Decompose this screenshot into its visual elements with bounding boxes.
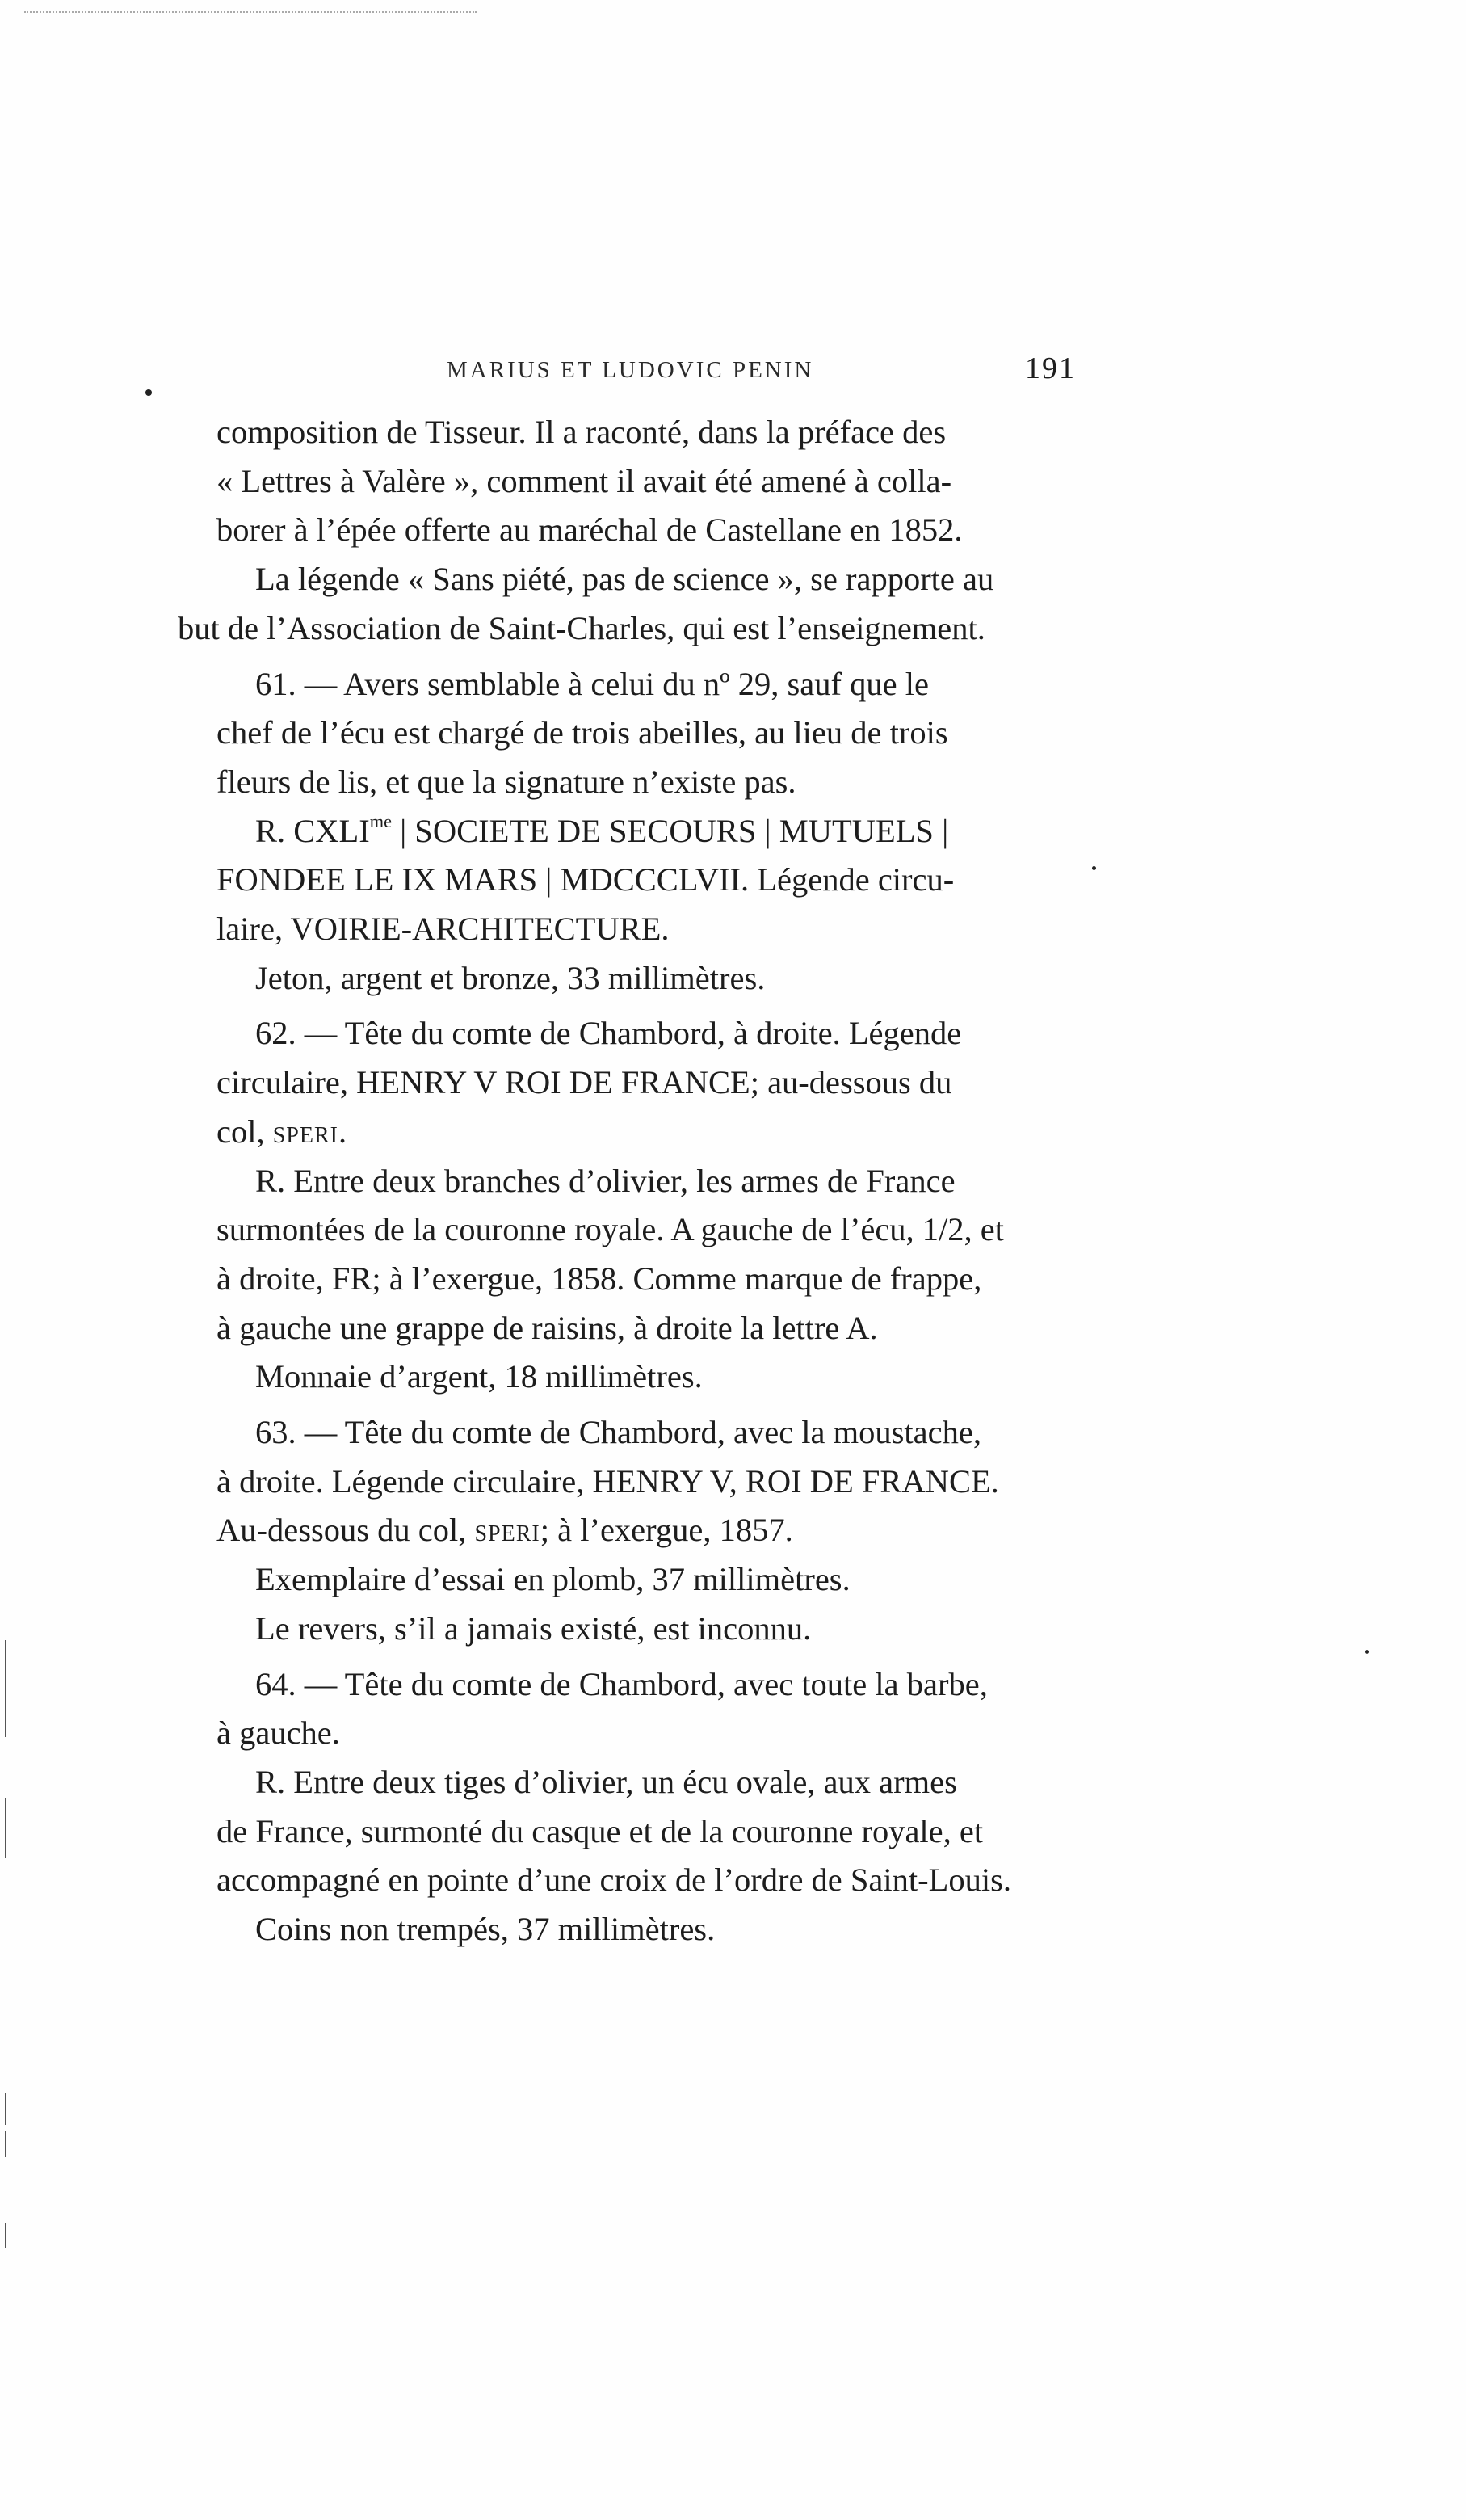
scan-top-edge-noise: [24, 11, 477, 15]
small-caps-text: speri: [474, 1512, 540, 1549]
entry-62: [216, 1009, 1081, 1156]
text-line: laire, VOIRIE-ARCHITECTURE.: [216, 911, 670, 948]
paragraph: [216, 1555, 1081, 1605]
text-line: à droite. Légende circulaire, HENRY V, ROI DE FRANCE.: [216, 1462, 999, 1500]
scan-edge-line: [5, 2131, 6, 2157]
scan-edge-line: [5, 1640, 6, 1737]
text-run: | SOCIETE DE SECOURS | MUTUELS |: [391, 812, 949, 849]
running-head: MARIUS ET LUDOVIC PENIN: [447, 357, 814, 383]
text-line: [216, 807, 1081, 856]
text-line: Le revers, s’il a jamais existé, est inconnu.: [255, 1609, 812, 1647]
text-run: col,: [216, 1113, 273, 1150]
scan-edge-line: [5, 2093, 6, 2125]
text-line: accompagné en pointe d’une croix de l’ordre de Saint-Louis.: [216, 1862, 1012, 1899]
text-line: composition de Tisseur. Il a raconté, dans la préface des: [216, 414, 947, 450]
body-text: [178, 408, 1081, 1954]
text-line: 64. — Tête du comte de Chambord, avec toute la barbe,: [255, 1665, 988, 1702]
paragraph: [178, 555, 1081, 653]
scan-dot-mark: [1092, 866, 1096, 870]
text-line: [178, 1506, 1081, 1555]
text-line: circulaire, HENRY V ROI DE FRANCE; au-dessous du: [216, 1064, 952, 1101]
text-line: fleurs de lis, et que la signature n’existe pas.: [216, 763, 796, 800]
text-run: R. CXLI: [255, 812, 370, 849]
text-line: surmontées de la couronne royale. A gauche de l’écu, 1/2, et: [216, 1211, 1005, 1248]
text-line: La légende « Sans piété, pas de science », se rapporte au: [255, 561, 994, 598]
entry-64: [216, 1660, 1081, 1758]
paragraph: [216, 1905, 1081, 1954]
text-line: à gauche.: [216, 1714, 340, 1752]
entry-61: [216, 660, 1081, 807]
text-run: Au-dessous du col,: [216, 1512, 475, 1549]
text-line: Jeton, argent et bronze, 33 millimètres.: [255, 959, 766, 996]
text-line: à gauche une grappe de raisins, à droite la lettre A.: [216, 1309, 878, 1346]
text-line: « Lettres à Valère », comment il avait été amené à colla-: [216, 462, 952, 499]
scan-edge-line: [5, 1798, 6, 1858]
text-line: [178, 1108, 1081, 1157]
text-line: borer à l’épée offerte au maréchal de Castellane en 1852.: [216, 511, 963, 549]
entry-63: [216, 1408, 1081, 1555]
page-header: [216, 352, 1081, 393]
text-line: 62. — Tête du comte de Chambord, à droite. Légende: [255, 1015, 962, 1052]
text-line: chef de l’écu est chargé de trois abeilles, au lieu de trois: [216, 714, 948, 751]
paragraph: [216, 954, 1081, 1003]
reverse-description: [216, 1157, 1081, 1353]
small-caps-text: speri: [272, 1113, 338, 1150]
text-line: de France, surmonté du casque et de la couronne royale, et: [216, 1812, 984, 1849]
scan-dot-mark: [145, 389, 152, 396]
reverse-description: [216, 1758, 1081, 1905]
page-number: 191: [1025, 351, 1076, 385]
text-line: but de l’Association de Saint-Charles, qui est l’enseignement.: [178, 609, 985, 646]
text-line: Coins non trempés, 37 millimètres.: [255, 1911, 716, 1948]
text-line: 63. — Tête du comte de Chambord, avec la moustache,: [255, 1414, 981, 1451]
text-line: FONDEE LE IX MARS | MDCCCLVII. Légende circu-: [216, 861, 955, 898]
scan-dot-mark: [1365, 1650, 1369, 1654]
superscript: me: [369, 810, 392, 831]
text-run: .: [338, 1113, 347, 1150]
scan-edge-line: [5, 2223, 6, 2248]
reverse-description: [216, 807, 1081, 954]
text-line: R. Entre deux tiges d’olivier, un écu ovale, aux armes: [255, 1763, 957, 1800]
text-line: Monnaie d’argent, 18 millimètres.: [255, 1358, 703, 1395]
text-run: ; à l’exergue, 1857.: [540, 1512, 793, 1549]
text-line: Exemplaire d’essai en plomb, 37 millimètres.: [255, 1561, 851, 1598]
paragraph: [216, 408, 1081, 555]
paragraph: [216, 1605, 1081, 1654]
text-line: 61. — Avers semblable à celui du nº 29, sauf que le: [255, 665, 929, 702]
paragraph: [216, 1353, 1081, 1402]
text-line: à droite, FR; à l’exergue, 1858. Comme marque de frappe,: [216, 1260, 982, 1297]
text-line: R. Entre deux branches d’olivier, les armes de France: [255, 1162, 956, 1199]
